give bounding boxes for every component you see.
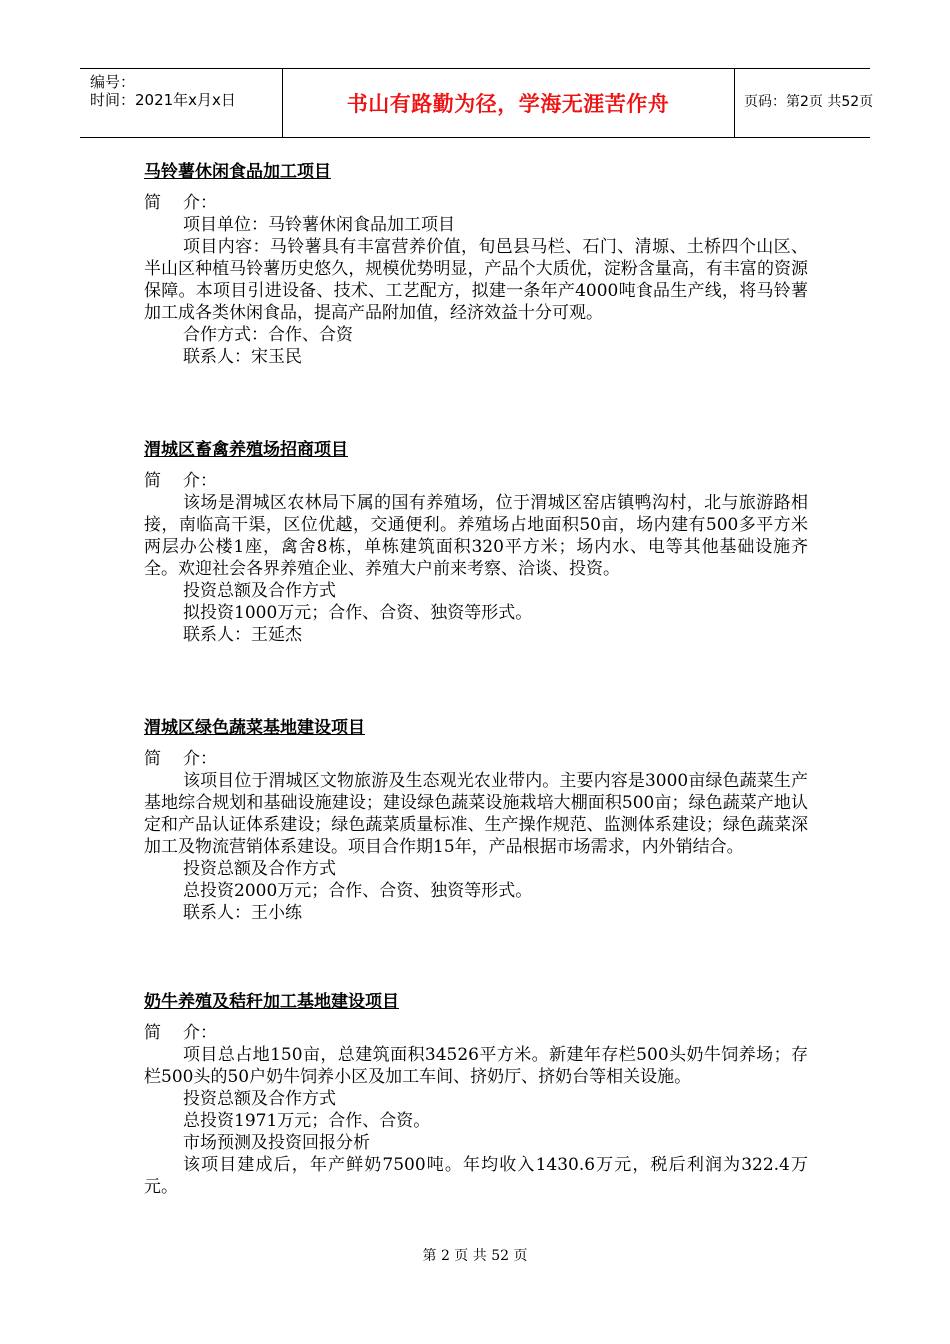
header-motto-cell <box>282 69 735 137</box>
document-number-label: 编号： <box>90 73 136 91</box>
contact-person: 联系人：王小练 <box>183 903 302 923</box>
intro-label: 简 介： <box>144 193 217 213</box>
investment-label: 投资总额及合作方式 <box>183 1089 336 1109</box>
market-analysis-detail: 该项目建成后，年产鲜奶7500吨。年均收入1430.6万元，税后利润为322.4万元。 <box>144 1155 808 1197</box>
document-date: 时间：2021年x月x日 <box>90 91 236 109</box>
intro-label: 简 介： <box>144 471 217 491</box>
intro-label: 简 介： <box>144 1023 217 1043</box>
project-section <box>144 990 808 1198</box>
header-page-info: 页码：第2页 共52页 <box>744 94 874 110</box>
project-content: 项目总占地150亩，总建筑面积34526平方米。新建年存栏500头奶牛饲养场；存栏500头的50户奶牛饲养小区及加工车间、挤奶厅、挤奶台等相关设施。 <box>144 1045 808 1087</box>
header-page-cell <box>734 69 874 137</box>
contact-person: 联系人：宋玉民 <box>183 347 302 367</box>
project-content: 该项目位于渭城区文物旅游及生态观光农业带内。主要内容是3000亩绿色蔬菜生产基地综合规划和基础设施建设；建设绿色蔬菜设施栽培大棚面积500亩；绿色蔬菜产地认定和产品认证体系建设；绿色蔬菜质量标准、生产操作规范、监测体系建设；绿色蔬菜深加工及物流营销体系建设。项目合作期15年，产品根据市场需求，内外销结合。 <box>144 771 808 857</box>
project-unit: 项目单位：马铃薯休闲食品加工项目 <box>183 215 455 235</box>
investment-label: 投资总额及合作方式 <box>183 581 336 601</box>
page-footer: 第 2 页 共 52 页 <box>422 1248 528 1264</box>
cooperation-mode: 合作方式：合作、合资 <box>183 325 353 345</box>
investment-detail: 拟投资1000万元；合作、合资、独资等形式。 <box>183 603 533 623</box>
investment-detail: 总投资1971万元；合作、合资。 <box>183 1111 431 1131</box>
intro-label: 简 介： <box>144 749 217 769</box>
project-section <box>144 438 808 716</box>
investment-label: 投资总额及合作方式 <box>183 859 336 879</box>
section-title: 渭城区绿色蔬菜基地建设项目 <box>144 718 365 738</box>
market-analysis-label: 市场预测及投资回报分析 <box>183 1133 370 1153</box>
section-title: 渭城区畜禽养殖场招商项目 <box>144 440 348 460</box>
project-section <box>144 716 808 990</box>
project-content: 项目内容：马铃薯具有丰富营养价值，旬邑县马栏、石门、清塬、土桥四个山区、半山区种植马铃薯历史悠久，规模优势明显，产品个大质优，淀粉含量高，有丰富的资源保障。本项目引进设备、技术、工艺配方，拟建一条年产4000吨食品生产线，将马铃薯加工成各类休闲食品，提高产品附加值，经济效益十分可观。 <box>144 237 808 323</box>
header-meta-cell <box>80 69 283 137</box>
contact-person: 联系人：王延杰 <box>183 625 302 645</box>
header-motto: 书山有路勤为径，学海无涯苦作舟 <box>346 92 670 116</box>
page-header <box>80 68 874 138</box>
document-body <box>144 160 808 1198</box>
section-title: 奶牛养殖及秸秆加工基地建设项目 <box>144 992 399 1012</box>
investment-detail: 总投资2000万元；合作、合资、独资等形式。 <box>183 881 533 901</box>
section-title: 马铃薯休闲食品加工项目 <box>144 162 331 182</box>
project-content: 该场是渭城区农林局下属的国有养殖场，位于渭城区窑店镇鸭沟村，北与旅游路相接，南临高干渠，区位优越，交通便利。养殖场占地面积50亩，场内建有500多平方米两层办公楼1座，禽舍8栋，单栋建筑面积320平方米；场内水、电等其他基础设施齐全。欢迎社会各界养殖企业、养殖大户前来考察、洽谈、投资。 <box>144 493 808 579</box>
project-section <box>144 160 808 438</box>
